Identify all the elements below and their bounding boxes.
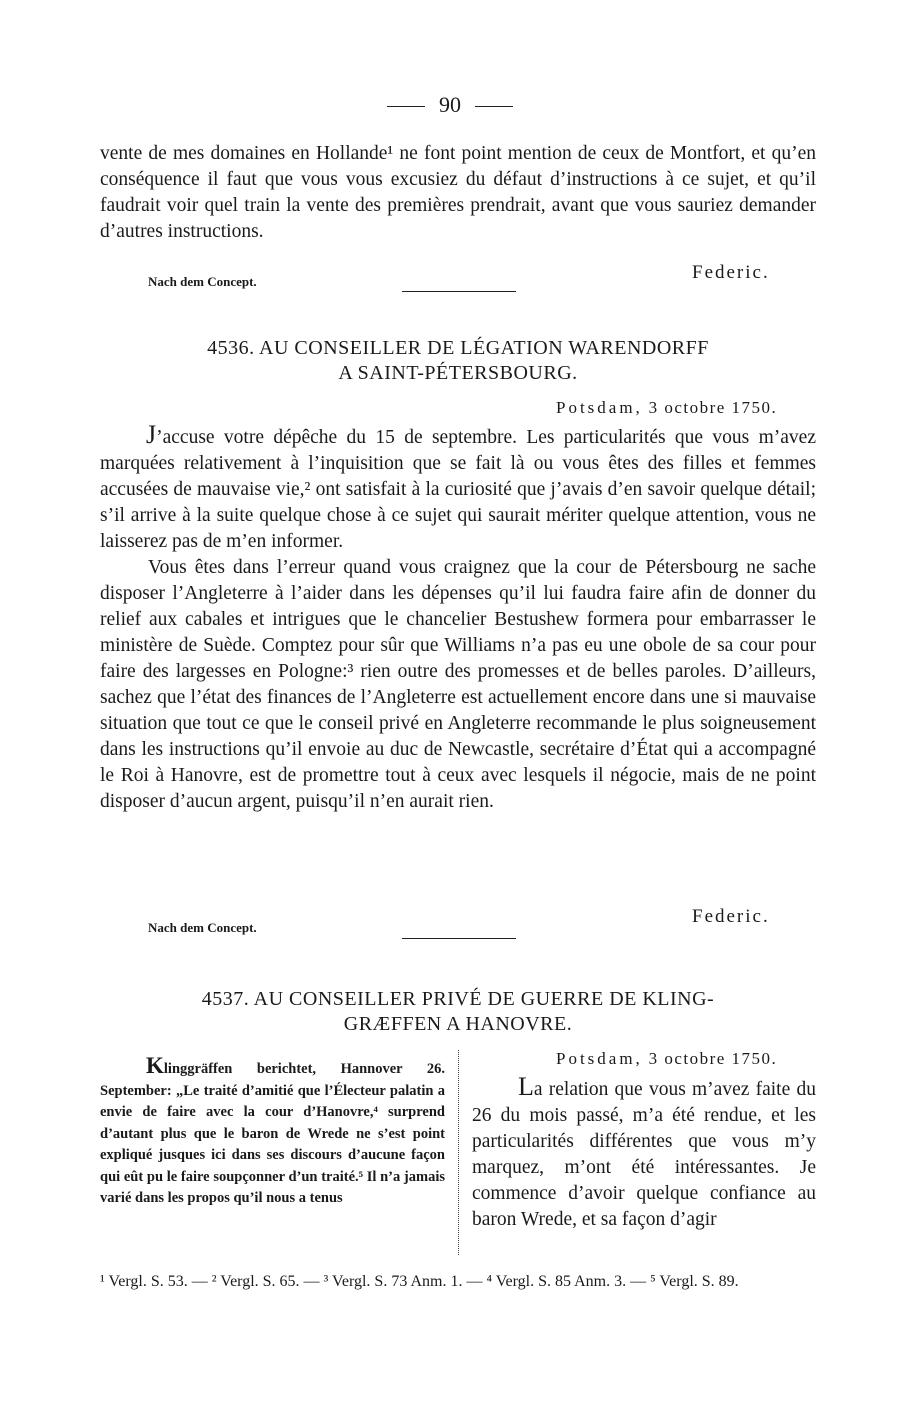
- initial-letter: L: [518, 1072, 534, 1101]
- letter-body: [100, 422, 816, 815]
- summary-text-body: linggräffen berichtet, Hannover 26. September: „Le traité d’amitié que l’Électeur palatin a envie de faire avec la cour d’Hanovre,⁴ surprend d’autant plus que le baron de Wrede ne s’est point expliqué jusques ici dans ses discours d’aucune façon qui eût pu le faire soupçonner d’un traité.⁵ Il n’a jamais varié dans les propos qu’il nous a tenus: [100, 1061, 445, 1206]
- letter-heading: [100, 336, 816, 386]
- concept-note: Nach dem Concept.: [148, 274, 257, 289]
- letter-column: [472, 1074, 816, 1233]
- footnotes: ¹ Vergl. S. 53. — ² Vergl. S. 65. — ³ Vergl. S. 73 Anm. 1. — ⁴ Vergl. S. 85 Anm. 3. — ⁵ Vergl. S. 89.: [100, 1273, 739, 1290]
- dateline: [556, 398, 777, 418]
- initial-letter: J: [146, 420, 157, 449]
- dateline-place: Potsdam,: [556, 1049, 643, 1068]
- continued-paragraph: [100, 141, 816, 245]
- letter-paragraph-text: a relation que vous m’avez faite du 26 du mois passé, m’a été rendue, et les particularités différentes que vous m’y marquez, m’ont été intéressantes. Je commence d’avoir quelque confiance au baron Wrede, et sa façon d’agir: [472, 1079, 816, 1230]
- letter-paragraph-text: ’accuse votre dépêche du 15 de septembre. Les particularités que vous m’avez marquées relativement à l’inquisition que se fait là ou vous êtes des filles et femmes accusées de mauvaise vie,² ont satisfait à la curiosité que j’avais d’en savoir quelque détail; s’il arrive à la suite quelque chose à ce sujet qui saurait mériter quelque attention, vous ne laisserez pas de m’en informer.: [100, 427, 816, 552]
- letter-paragraph: [100, 422, 816, 555]
- letter-heading-line: 4537. AU CONSEILLER PRIVÉ DE GUERRE DE KLING-: [201, 988, 715, 1010]
- dateline-date: 3 octobre 1750.: [648, 398, 778, 417]
- page-number-dash-right: [475, 106, 513, 107]
- signature: Federic.: [692, 906, 770, 927]
- column-divider: [458, 1050, 459, 1255]
- summary-column: [100, 1055, 445, 1210]
- page-number-text: 90: [439, 92, 461, 117]
- page-number-dash-left: [387, 106, 425, 107]
- dateline-place: Potsdam,: [556, 398, 643, 417]
- dateline-date: 3 octobre 1750.: [648, 1049, 778, 1068]
- section-rule: [402, 938, 516, 939]
- letter-heading-line: A SAINT-PÉTERSBOURG.: [338, 362, 578, 384]
- continued-paragraph-text: vente de mes domaines en Hollande¹ ne font point mention de ceux de Montfort, et qu’en conséquence il faut que vous vous excusiez du défaut d’instructions à ce sujet, et qu’il faudrait voir quel train la vente des premières prendrait, avant que vous sauriez demander d’autres instructions.: [100, 143, 816, 242]
- summary-text: [100, 1055, 445, 1210]
- letter-paragraph: [472, 1074, 816, 1233]
- signature: Federic.: [692, 262, 770, 283]
- initial-letter: K: [146, 1053, 164, 1078]
- letter-heading: [100, 987, 816, 1037]
- section-rule: [402, 291, 516, 292]
- letter-heading-line: 4536. AU CONSEILLER DE LÉGATION WARENDORFF: [207, 337, 709, 359]
- concept-note: Nach dem Concept.: [148, 920, 257, 935]
- dateline: [556, 1049, 777, 1069]
- page-number: [0, 92, 900, 118]
- letter-heading-line: GRÆFFEN A HANOVRE.: [343, 1013, 573, 1035]
- letter-paragraph: Vous êtes dans l’erreur quand vous craignez que la cour de Pétersbourg ne sache disposer l’Angleterre à l’aider dans les dépenses qu’il lui faudra faire afin de donner du relief aux cabales et intrigues que le chancelier Bestushew formera pour embarrasser le ministère de Suède. Comptez pour sûr que Williams n’a pas eu une obole de sa cour pour faire des largesses en Pologne:³ rien outre des promesses et de belles paroles. D’ailleurs, sachez que l’état des finances de l’Angleterre est actuellement encore dans une si mauvaise situation que tout ce que le conseil privé en Angleterre recommande le plus soigneusement dans les instructions qu’il envoie au duc de Newcastle, secrétaire d’État qui a accompagné le Roi à Hanovre, est de promettre tout à ceux avec lesquels il négocie, mais de ne point disposer d’aucun argent, puisqu’il n’en aurait rien.: [100, 557, 816, 812]
